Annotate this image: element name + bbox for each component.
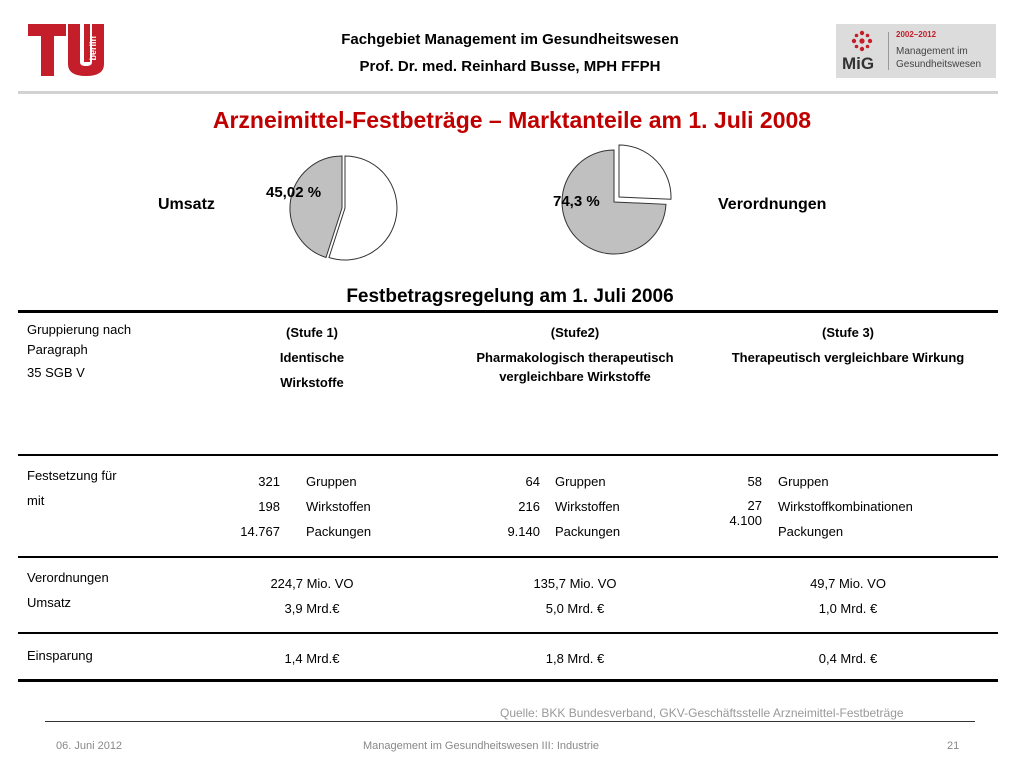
pie-slice-rest xyxy=(619,145,671,199)
stufe3-counts: 58 27 4.100 xyxy=(729,474,762,528)
row-einsparung-label: Einsparung xyxy=(27,648,93,663)
mig-logo-line2: Gesundheitswesen xyxy=(896,59,982,70)
verordnungen-label: Verordnungen xyxy=(718,196,827,213)
table-rule-2 xyxy=(18,556,998,558)
stufe2-units: Gruppen Wirkstoffen Packungen xyxy=(555,474,621,539)
row-gruppierung-label: Gruppierung nach Paragraph 35 SGB V xyxy=(27,322,132,380)
table-rule-3 xyxy=(18,632,998,634)
tu-logo-text: berlin xyxy=(88,36,98,61)
footer-page-number: 21 xyxy=(947,740,960,752)
mig-logo-mark: MiG xyxy=(842,54,875,73)
mig-logo xyxy=(836,24,996,78)
footer-course: Management im Gesundheitswesen III: Industrie xyxy=(363,740,600,752)
header-professor: Prof. Dr. med. Reinhard Busse, MPH FFPH xyxy=(359,58,661,75)
umsatz-pie-chart xyxy=(284,154,398,262)
stufe3-volume: 49,7 Mio. VO 1,0 Mrd. € xyxy=(810,576,886,616)
stufe2-header: (Stufe2) Pharmakologisch therapeutisch vergleichbare Wirkstoffe xyxy=(476,325,674,384)
table-top-rule xyxy=(18,310,998,313)
stufe2-counts: 64 216 9.140 xyxy=(507,474,540,539)
stufe1-units: Gruppen Wirkstoffen Packungen xyxy=(306,474,372,539)
stufe1-volume: 224,7 Mio. VO 3,9 Mrd.€ xyxy=(270,576,354,616)
table-bottom-rule xyxy=(18,679,998,682)
mig-logo-icon xyxy=(850,29,874,53)
stufe3-header: (Stufe 3) Therapeutisch vergleichbare Wirkung xyxy=(731,325,965,365)
table-title: Festbetragsregelung am 1. Juli 2006 xyxy=(346,286,674,307)
tu-berlin-logo xyxy=(28,22,114,78)
header-divider xyxy=(18,91,998,94)
table-rule-1 xyxy=(18,454,998,456)
stufe2-savings: 1,8 Mrd. € xyxy=(545,651,605,666)
stufe1-header: (Stufe 1) Identische Wirkstoffe xyxy=(279,325,345,390)
stufe3-units: Gruppen Wirkstoffkombinationen Packungen xyxy=(778,474,913,539)
header-department: Fachgebiet Management im Gesundheitswesen xyxy=(341,31,679,48)
stufe2-volume: 135,7 Mio. VO 5,0 Mrd. € xyxy=(533,576,617,616)
stufe1-counts: 321 198 14.767 xyxy=(240,474,280,539)
stufe3-savings: 0,4 Mrd. € xyxy=(818,651,878,666)
row-verordnungen-label: Verordnungen Umsatz xyxy=(27,570,109,610)
stufe1-savings: 1,4 Mrd.€ xyxy=(284,651,340,666)
mig-logo-line1: Management im xyxy=(896,46,968,57)
mig-logo-years: 2002–2012 xyxy=(896,30,937,39)
source-note: Quelle: BKK Bundesverband, GKV-Geschäftsstelle Arzneimittel-Festbeträge xyxy=(500,706,904,720)
row-festsetzung-label: Festsetzung für mit xyxy=(27,468,117,508)
slide-title: Arzneimittel-Festbeträge – Marktanteile am 1. Juli 2008 xyxy=(212,107,812,133)
verordnungen-percent: 74,3 % xyxy=(553,193,600,210)
footer-date: 06. Juni 2012 xyxy=(56,740,123,752)
footer-divider xyxy=(45,721,975,722)
umsatz-percent: 45,02 % xyxy=(266,184,322,201)
umsatz-label: Umsatz xyxy=(158,196,215,213)
